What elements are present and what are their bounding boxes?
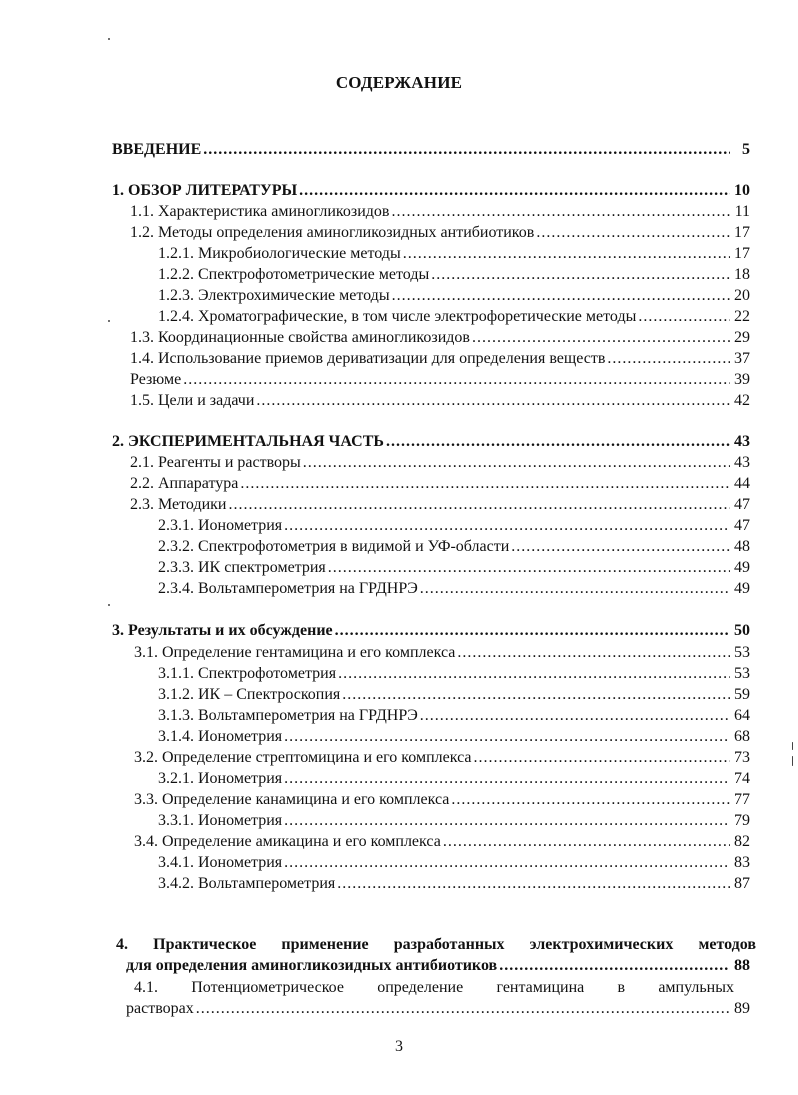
toc-entry[interactable] bbox=[158, 727, 750, 747]
toc-entry[interactable] bbox=[112, 181, 750, 201]
toc-entry-page: 43 bbox=[734, 454, 750, 471]
toc-entry[interactable] bbox=[158, 706, 750, 726]
toc-entry-page: 18 bbox=[734, 266, 750, 283]
toc-entry-text: 3.4.1. Ионометрия bbox=[158, 854, 283, 871]
toc-entry[interactable] bbox=[134, 832, 750, 852]
toc-entry-page: 43 bbox=[734, 433, 750, 450]
toc-entry-page: 50 bbox=[734, 622, 750, 639]
scan-speck bbox=[108, 320, 110, 322]
toc-entry-text: 1.2.3. Электрохимические методы bbox=[158, 287, 390, 304]
toc-entry-text: 2. ЭКСПЕРИМЕНТАЛЬНАЯ ЧАСТЬ bbox=[112, 433, 384, 450]
toc-entry-line1: 4.1. Потенциометрическое определение гентамицина в ампульных bbox=[134, 979, 734, 996]
toc-entry-page: 59 bbox=[734, 686, 750, 703]
toc-entry-page: 77 bbox=[734, 791, 750, 808]
toc-entry-text: 3.3. Определение канамицина и его комплекса bbox=[134, 791, 450, 808]
toc-entry[interactable] bbox=[130, 223, 750, 243]
toc-entry-page: 48 bbox=[734, 538, 750, 555]
toc-entry[interactable] bbox=[130, 370, 750, 390]
toc-entry[interactable] bbox=[158, 811, 750, 831]
toc-entry-text: 3.1.3. Вольтамперометрия на ГРДНРЭ bbox=[158, 707, 418, 724]
toc-entry-page: 5 bbox=[742, 141, 750, 158]
toc-entry[interactable] bbox=[158, 769, 750, 789]
toc-entry[interactable] bbox=[158, 516, 750, 536]
toc-entry-text: 2.1. Реагенты и растворы bbox=[130, 454, 301, 471]
toc-entry-text: 1.1. Характеристика аминогликозидов bbox=[130, 203, 390, 220]
toc-entry-page: 68 bbox=[734, 728, 750, 745]
toc-entry[interactable] bbox=[130, 349, 750, 369]
toc-entry[interactable] bbox=[158, 664, 750, 684]
toc-entry[interactable] bbox=[126, 999, 750, 1019]
toc-entry-text: 1.2.2. Спектрофотометрические методы bbox=[158, 266, 430, 283]
toc-entry-page: 42 bbox=[734, 392, 750, 409]
toc-entry-text: 3.4.2. Вольтамперометрия bbox=[158, 875, 336, 892]
toc-entry[interactable] bbox=[130, 202, 750, 222]
toc-entry[interactable] bbox=[158, 579, 750, 599]
toc-entry[interactable] bbox=[112, 140, 750, 160]
toc-entry-page: 64 bbox=[734, 707, 750, 724]
toc-entry-text: ВВЕДЕНИЕ bbox=[112, 141, 202, 158]
toc-entry-page: 87 bbox=[734, 875, 750, 892]
toc-entry[interactable] bbox=[158, 558, 750, 578]
toc-entry-text: 3.2. Определение стрептомицина и его комплекса bbox=[134, 749, 472, 766]
toc-entry-text: 1. ОБЗОР ЛИТЕРАТУРЫ bbox=[112, 182, 298, 199]
toc-entry[interactable] bbox=[130, 495, 750, 515]
toc-entry-page: 47 bbox=[734, 496, 750, 513]
toc-entry-text: 1.4. Использование приемов дериватизации для определения веществ bbox=[130, 350, 606, 367]
toc-entry-page: 44 bbox=[734, 475, 750, 492]
toc-entry-text: 1.3. Координационные свойства аминогликозидов bbox=[130, 329, 470, 346]
toc-entry-text: Резюме bbox=[130, 371, 182, 388]
toc-entry[interactable] bbox=[158, 874, 750, 894]
scan-speck bbox=[108, 38, 110, 40]
toc-entry-text: растворах bbox=[126, 1000, 194, 1017]
toc-entry[interactable] bbox=[130, 328, 750, 348]
toc-entry[interactable] bbox=[112, 432, 750, 452]
toc-entry-text: 1.5. Цели и задачи bbox=[130, 392, 255, 409]
scan-speck bbox=[108, 604, 110, 606]
toc-entry-text: для определения аминогликозидных антибиотиков bbox=[126, 957, 498, 974]
toc-entry[interactable] bbox=[158, 307, 750, 327]
toc-entry-page: 22 bbox=[734, 308, 750, 325]
toc-entry-page: 20 bbox=[734, 287, 750, 304]
toc-entry-text: 1.2.4. Хроматографические, в том числе электрофоретические методы bbox=[158, 308, 637, 325]
toc-entry-page: 74 bbox=[734, 770, 750, 787]
toc-entry-page: 82 bbox=[734, 833, 750, 850]
toc-entry-text: 3. Результаты и их обсуждение bbox=[112, 622, 333, 639]
toc-entry-text: 1.2. Методы определения аминогликозидных антибиотиков bbox=[130, 224, 535, 241]
toc-entry-page: 88 bbox=[734, 957, 750, 974]
toc-entry-page: 10 bbox=[734, 182, 750, 199]
toc-entry[interactable] bbox=[158, 244, 750, 264]
toc-entry-text: 3.1. Определение гентамицина и его комплекса bbox=[134, 644, 456, 661]
toc-entry[interactable] bbox=[130, 474, 750, 494]
toc-entry-page: 37 bbox=[734, 350, 750, 367]
toc-entry-page: 39 bbox=[734, 371, 750, 388]
toc-entry-text: 3.1.1. Спектрофотометрия bbox=[158, 665, 337, 682]
toc-entry[interactable] bbox=[158, 286, 750, 306]
page-number: 3 bbox=[395, 1038, 403, 1055]
toc-entry-page: 53 bbox=[734, 665, 750, 682]
toc-entry-text: 2.3.1. Ионометрия bbox=[158, 517, 283, 534]
toc-entry[interactable] bbox=[134, 748, 750, 768]
toc-entry-page: 47 bbox=[734, 517, 750, 534]
toc-entry-text: 1.2.1. Микробиологические методы bbox=[158, 245, 401, 262]
toc-entry[interactable] bbox=[158, 853, 750, 873]
toc-entry-text: 3.1.2. ИК – Спектроскопия bbox=[158, 686, 341, 703]
toc-entry[interactable] bbox=[158, 537, 750, 557]
toc-entry-text: 2.3. Методики bbox=[130, 496, 227, 513]
scan-speck bbox=[792, 742, 793, 750]
toc-entry-page: 29 bbox=[734, 329, 750, 346]
toc-entry-page: 89 bbox=[734, 1000, 750, 1017]
toc-entry[interactable] bbox=[112, 621, 750, 641]
toc-entry-page: 11 bbox=[734, 203, 750, 220]
toc-entry-text: 2.3.2. Спектрофотометрия в видимой и УФ-области bbox=[158, 538, 510, 555]
toc-entry-text: 3.3.1. Ионометрия bbox=[158, 812, 283, 829]
toc-entry-text: 3.2.1. Ионометрия bbox=[158, 770, 283, 787]
scan-speck bbox=[792, 756, 793, 766]
toc-entry[interactable] bbox=[126, 956, 750, 976]
toc-entry-page: 73 bbox=[734, 749, 750, 766]
toc-entry-page: 17 bbox=[734, 245, 750, 262]
toc-entry-text: 2.3.3. ИК спектрометрия bbox=[158, 559, 326, 576]
toc-entry-page: 53 bbox=[734, 644, 750, 661]
toc-entry-text: 2.2. Аппаратура bbox=[130, 475, 239, 492]
toc-entry[interactable] bbox=[134, 790, 750, 810]
toc-entry[interactable] bbox=[158, 685, 750, 705]
page-title: СОДЕРЖАНИЕ bbox=[335, 73, 463, 92]
toc-entry-page: 49 bbox=[734, 580, 750, 597]
toc-entry[interactable] bbox=[158, 265, 750, 285]
toc-entry-page: 49 bbox=[734, 559, 750, 576]
toc-entry-text: 3.1.4. Ионометрия bbox=[158, 728, 283, 745]
toc-entry-page: 79 bbox=[734, 812, 750, 829]
toc-entry-text: 3.4. Определение амикацина и его комплекса bbox=[134, 833, 441, 850]
toc-entry-page: 83 bbox=[734, 854, 750, 871]
toc-entry-page: 17 bbox=[734, 224, 750, 241]
toc-entry-text: 2.3.4. Вольтамперометрия на ГРДНРЭ bbox=[158, 580, 418, 597]
toc-entry[interactable] bbox=[130, 453, 750, 473]
toc-entry[interactable] bbox=[130, 391, 750, 411]
toc-entry-line1: 4. Практическое применение разработанных электрохимических методов bbox=[116, 936, 756, 953]
toc-entry[interactable] bbox=[134, 643, 750, 663]
